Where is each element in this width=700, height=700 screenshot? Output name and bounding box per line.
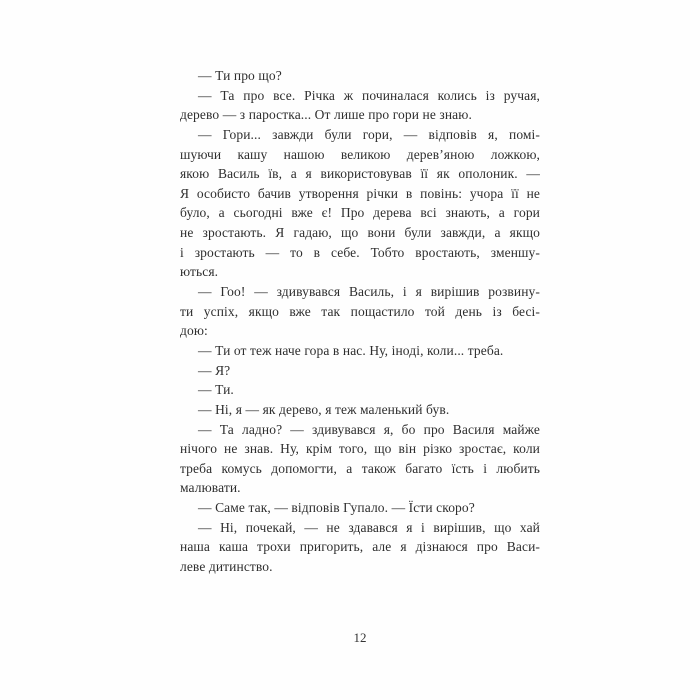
text-line: — Та ладно? — здивувався я, бо про Василя майже — [198, 421, 540, 437]
text-line: — Гоо! — здивувався Василь, і я вирішив розвину- — [198, 284, 540, 300]
text-line: дою: — [180, 323, 208, 339]
page-number: 12 — [353, 630, 367, 645]
text-line: леве дитинство. — [180, 559, 273, 575]
text-line: треба комусь допомогти, а також багато їсть і любить — [180, 460, 540, 476]
text-line: Я особисто бачив утворення річки в повінь: учора її не — [180, 185, 540, 201]
text-line: не зростають. Я гадаю, що вони були завжди, а якщо — [180, 225, 540, 241]
text-line: — Ти. — [198, 382, 234, 398]
text-line: нічого не знав. Ну, крім того, що він різко зростає, коли — [180, 441, 540, 457]
text-line: і зростають — то в себе. Тобто вростають, зменшу- — [180, 244, 540, 260]
text-line: — Та про все. Річка ж починалася колись із ручая, — [198, 87, 540, 103]
text-line: — Ні, почекай, — не здавався я і вирішив, що хай — [198, 519, 540, 535]
text-line: дерево — з паростка... От лише про гори не знаю. — [180, 107, 472, 123]
text-line: — Гори... завжди були гори, — відповів я, помі- — [198, 126, 540, 142]
page-text-block — [180, 66, 540, 577]
text-line: наша каша трохи пригорить, але я дізнаюся про Васи- — [180, 539, 540, 555]
text-line: малювати. — [180, 480, 241, 496]
text-line: — Ти от теж наче гора в нас. Ну, іноді, коли... треба. — [198, 342, 504, 358]
text-line: — Саме так, — відповів Гупало. — Їсти скоро? — [198, 500, 475, 516]
text-line: — Я? — [198, 362, 231, 378]
text-line: якою Василь їв, а я використовував її як ополоник. — — [180, 166, 540, 182]
text-line: шуючи кашу нашою великою дерев’яною ложкою, — [180, 146, 540, 162]
text-line: ються. — [180, 264, 219, 280]
text-line: було, а сьогодні вже є! Про дерева всі знають, а гори — [180, 205, 540, 221]
text-line: ти успіх, якщо вже так пощастило той день із бесі- — [180, 303, 540, 319]
text-line: — Ні, я — як дерево, я теж маленький був. — [198, 401, 450, 417]
text-line: — Ти про що? — [198, 68, 282, 83]
